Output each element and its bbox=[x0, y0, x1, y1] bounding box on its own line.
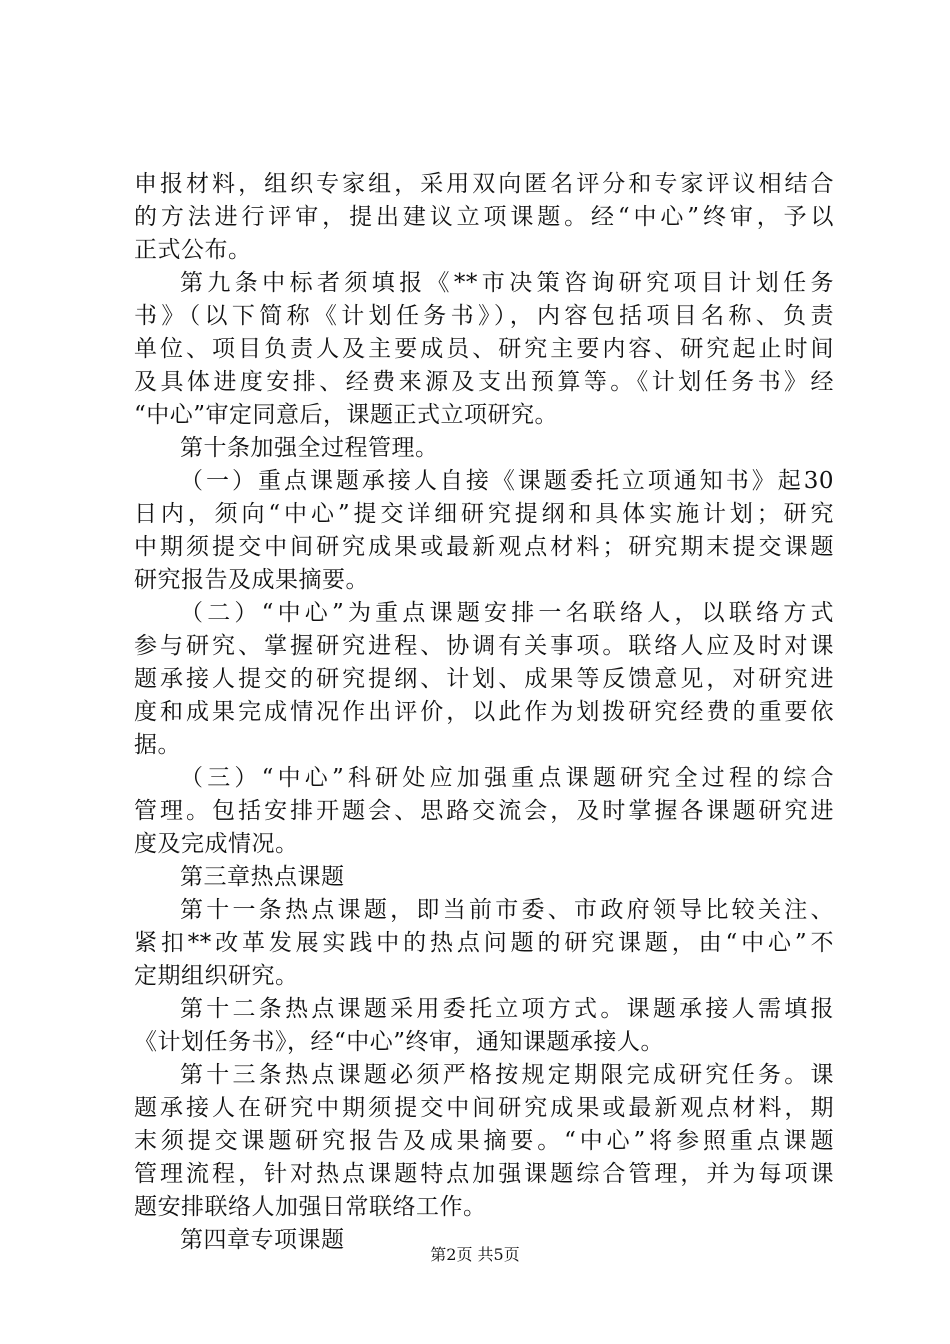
text-line: 书》（以下简称《计划任务书》），内容包括项目名称、负责 bbox=[134, 303, 834, 329]
text-line: 《计划任务书》，经“中心”终审，通知课题承接人。 bbox=[134, 1029, 665, 1055]
text-line: 紧扣**改革发展实践中的热点问题的研究课题，由“中心”不 bbox=[134, 930, 834, 956]
text-line: 管理。包括安排开题会、思路交流会，及时掌握各课题研究进 bbox=[134, 798, 834, 824]
text-line: （三）“中心”科研处应加强重点课题研究全过程的综合 bbox=[180, 765, 834, 791]
text-line: 末须提交课题研究报告及成果摘要。“中心”将参照重点课题 bbox=[134, 1128, 834, 1154]
text-line: （一）重点课题承接人自接《课题委托立项通知书》起30 bbox=[180, 468, 834, 494]
text-line: （二）“中心”为重点课题安排一名联络人，以联络方式 bbox=[180, 600, 834, 626]
text-line: 参与研究、掌握研究进程、协调有关事项。联络人应及时对课 bbox=[134, 633, 834, 659]
text-line: 管理流程，针对热点课题特点加强课题综合管理，并为每项课 bbox=[134, 1161, 834, 1187]
text-line: 度及完成情况。 bbox=[134, 831, 299, 857]
text-line: 定期组织研究。 bbox=[134, 963, 299, 989]
text-line: 研究报告及成果摘要。 bbox=[134, 567, 369, 593]
text-line: 中期须提交中间研究成果或最新观点材料；研究期末提交课题 bbox=[134, 534, 834, 560]
text-line: 度和成果完成情况作出评价，以此作为划拨研究经费的重要依 bbox=[134, 699, 834, 725]
text-line: 题安排联络人加强日常联络工作。 bbox=[134, 1194, 487, 1220]
text-line: 及具体进度安排、经费来源及支出预算等。《计划任务书》经 bbox=[134, 369, 834, 395]
chapter-heading: 第四章专项课题 bbox=[180, 1227, 345, 1253]
text-line: 第十一条热点课题，即当前市委、市政府领导比较关注、 bbox=[180, 897, 834, 923]
text-line: 第十三条热点课题必须严格按规定期限完成研究任务。课 bbox=[180, 1062, 834, 1088]
document-body bbox=[134, 168, 834, 1257]
text-line: 题承接人在研究中期须提交中间研究成果或最新观点材料，期 bbox=[134, 1095, 834, 1121]
chapter-heading: 第三章热点课题 bbox=[180, 864, 345, 890]
page-number: 第2页 共5页 bbox=[430, 1245, 520, 1264]
text-line: 申报材料，组织专家组，采用双向匿名评分和专家评议相结合 bbox=[134, 171, 834, 197]
text-line: 据。 bbox=[134, 732, 181, 758]
text-line: 单位、项目负责人及主要成员、研究主要内容、研究起止时间 bbox=[134, 336, 834, 362]
text-line: 的方法进行评审，提出建议立项课题。经“中心”终审，予以 bbox=[134, 204, 834, 230]
text-line: 日内，须向“中心”提交详细研究提纲和具体实施计划；研究 bbox=[134, 501, 834, 527]
text-line: 正式公布。 bbox=[134, 237, 252, 263]
text-line: “中心”审定同意后，课题正式立项研究。 bbox=[134, 402, 559, 428]
text-line: 第九条中标者须填报《**市决策咨询研究项目计划任务 bbox=[180, 270, 834, 296]
text-line: 题承接人提交的研究提纲、计划、成果等反馈意见，对研究进 bbox=[134, 666, 834, 692]
text-line: 第十条加强全过程管理。 bbox=[180, 435, 439, 461]
text-line: 第十二条热点课题采用委托立项方式。课题承接人需填报 bbox=[180, 996, 834, 1022]
